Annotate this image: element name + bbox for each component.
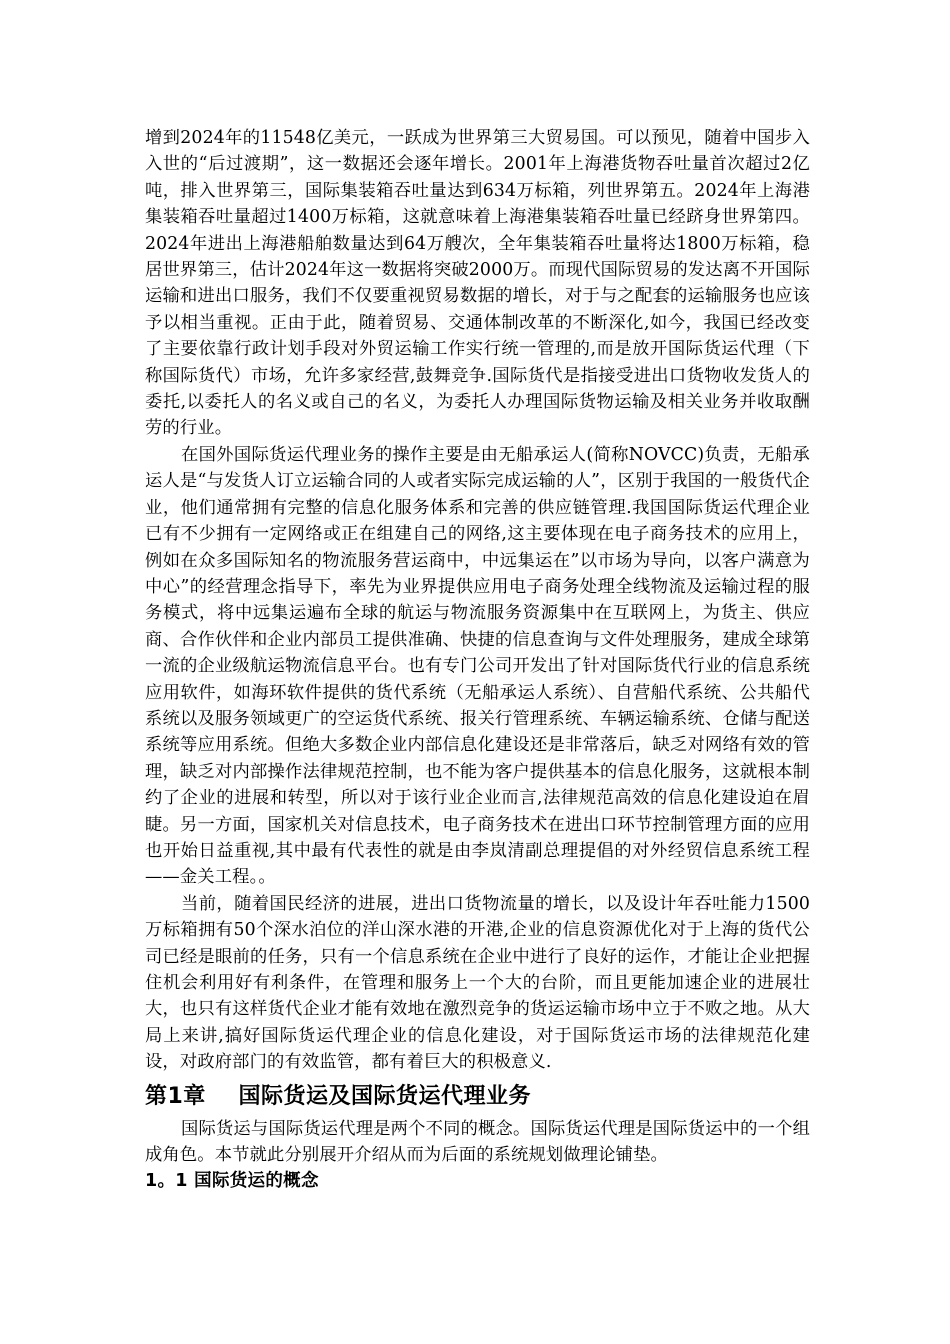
section-title: 1。1 国际货运的概念 (145, 1171, 319, 1192)
chapter-intro-paragraph: 国际货运与国际货运代理是两个不同的概念。国际货运代理是国际货运中的一个组成角色。本节就此分别展开介绍从而为后面的系统规划做理论铺垫。 (145, 1118, 810, 1166)
body-paragraph-3: 当前，随着国民经济的进展，进出口货物流量的增长，以及设计年吞吐能力1500万标箱拥有50个深水泊位的洋山深水港的开港,企业的信息资源优化对于上海的货代公司已经是眼前的任务，只有一个信息系统在企业中进行了良好的运作，才能让企业把握住机会利用好有利条件，在管理和服务上一个大的台阶，而且更能加速企业的进展壮大，也只有这样货代企业才能有效地在激烈竞争的货运运输市场中立于不败之地。从大局上来讲,搞好国际货运代理企业的信息化建设，对于国际货运市场的法律规范化建设，对政府部门的有效监管，都有着巨大的积极意义. (145, 893, 810, 1073)
body-paragraph-2: 在国外国际货运代理业务的操作主要是由无船承运人(简称NOVCC)负责，无船承运人是“与发货人订立运输合同的人或者实际完成运输的人”，区别于我国的一般货代企业，他们通常拥有完整的信息化服务体系和完善的供应链管理.我国国际货运代理企业已有不少拥有一定网络或正在组建自己的网络,这主要体现在电子商务技术的应用上，例如在众多国际知名的物流服务营运商中，中远集运在”以市场为导向，以客户满意为中心”的经营理念指导下，率先为业界提供应用电子商务处理全线物流及运输过程的服务模式，将中远集运遍布全球的航运与物流服务资源集中在互联网上，为货主、供应商、合作伙伴和企业内部员工提供准确、快捷的信息查询与文件处理服务，建成全球第一流的企业级航运物流信息平台。也有专门公司开发出了针对国际货代行业的信息系统应用软件，如海环软件提供的货代系统（无船承运人系统）、自营船代系统、公共船代系统以及服务领域更广的空运货代系统、报关行管理系统、车辆运输系统、仓储与配送系统等应用系统。但绝大多数企业内部信息化建设还是非常落后，缺乏对网络有效的管理，缺乏对内部操作法律规范控制，也不能为客户提供基本的信息化服务，这就根本制约了企业的进展和转型，所以对于该行业企业而言,法律规范高效的信息化建设迫在眉睫。另一方面，国家机关对信息技术，电子商务技术在进出口环节控制管理方面的应用也开始日益重视,其中最有代表性的就是由李岚清副总理提倡的对外经贸信息系统工程——金关工程。。 (145, 444, 810, 888)
body-paragraph-1: 增到2024年的11548亿美元，一跃成为世界第三大贸易国。可以预见，随着中国步入入世的“后过渡期”，这一数据还会逐年增长。2001年上海港货物吞吐量首次超过2亿吨，排入世界第三，国际集装箱吞吐量达到634万标箱，列世界第五。2024年上海港集装箱吞吐量超过1400万标箱，这就意味着上海港集装箱吞吐量已经跻身世界第四。2024年进出上海港船舶数量达到64万艘次，全年集装箱吞吐量将达1800万标箱，稳居世界第三，估计2024年这一数据将突破2000万。而现代国际贸易的发达离不开国际运输和进出口服务，我们不仅要重视贸易数据的增长，对于与之配套的运输服务也应该予以相当重视。正由于此，随着贸易、交通体制改革的不断深化,如今，我国已经改变了主要依靠行政计划手段对外贸运输工作实行统一管理的,而是放开国际货运代理（下称国际货代）市场，允许多家经营,鼓舞竞争.国际货代是指接受进出口货物收发货人的委托,以委托人的名义或自己的名义，为委托人办理国际货物运输及相关业务并收取酬劳的行业。 (145, 128, 810, 439)
chapter-title: 第1章 国际货运及国际货运代理业务 (145, 1083, 531, 1109)
document-page (145, 125, 810, 1194)
